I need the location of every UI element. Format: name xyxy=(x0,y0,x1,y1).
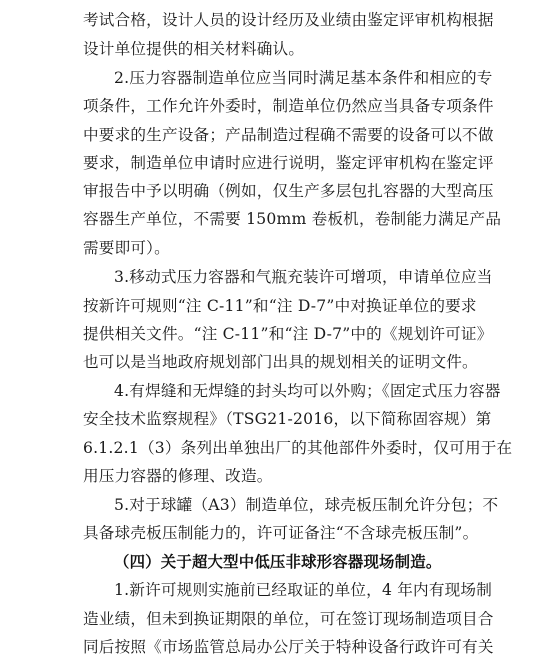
text-line: 5.对于球罐（A3）制造单位，球壳板压制允许分包；不 xyxy=(114,496,499,514)
text-line: 造业绩，但未到换证期限的单位，可在签订现场制造项目合 xyxy=(83,610,494,628)
text-line: 项条件，工作允许外委时，制造单位仍然应当具备专项条件 xyxy=(83,97,494,115)
text-line: 中要求的生产设备；产品制造过程确不需要的设备可以不做 xyxy=(83,126,494,144)
text-line: 6.1.2.1（3）条列出单独出厂的其他部件外委时，仅可用于在 xyxy=(83,439,513,457)
text-line: 考试合格，设计人员的设计经历及业绩由鉴定评审机构根据 xyxy=(83,11,494,29)
text-line: 2.压力容器制造单位应当同时满足基本条件和相应的专 xyxy=(114,69,493,87)
text-line: 提供相关文件。“注 C-11”和“注 D-7”中的《规划许可证》 xyxy=(83,325,493,343)
text-line: 也可以是当地政府规划部门出具的规划相关的证明文件。 xyxy=(83,353,478,371)
text-line: 3.移动式压力容器和气瓶充装许可增项，申请单位应当 xyxy=(114,268,493,286)
text-line: 需要即可）。 xyxy=(83,239,170,257)
text-line: 1.新许可规则实施前已经取证的单位，4 年内有现场制 xyxy=(114,581,493,599)
section-heading: （四）关于超大型中低压非球形容器现场制造。 xyxy=(114,553,442,571)
text-line: 安全技术监察规程》（TSG21-2016，以下简称固容规）第 xyxy=(83,410,492,428)
text-line: 要求，制造单位申请时应进行说明，鉴定评审机构在鉴定评 xyxy=(83,154,494,172)
text-line: 用压力容器的修理、改造。 xyxy=(83,467,273,485)
text-line: 具备球壳板压制能力的，许可证备注“不含球壳板压制”。 xyxy=(83,524,479,542)
text-line: 审报告中予以明确（例如，仅生产多层包扎容器的大型高压 xyxy=(83,182,494,200)
text-line: 设计单位提供的相关材料确认。 xyxy=(83,40,305,58)
text-line: 4.有焊缝和无焊缝的封头均可以外购；《固定式压力容器 xyxy=(114,382,501,400)
text-line: 容器生产单位，不需要 150mm 卷板机，卷制能力满足产品 xyxy=(83,210,502,228)
text-line: 同后按照《市场监管总局办公厅关于特种设备行政许可有关 xyxy=(83,638,494,656)
text-line: 按新许可规则“注 C-11”和“注 D-7”中对换证单位的要求 xyxy=(83,297,477,315)
